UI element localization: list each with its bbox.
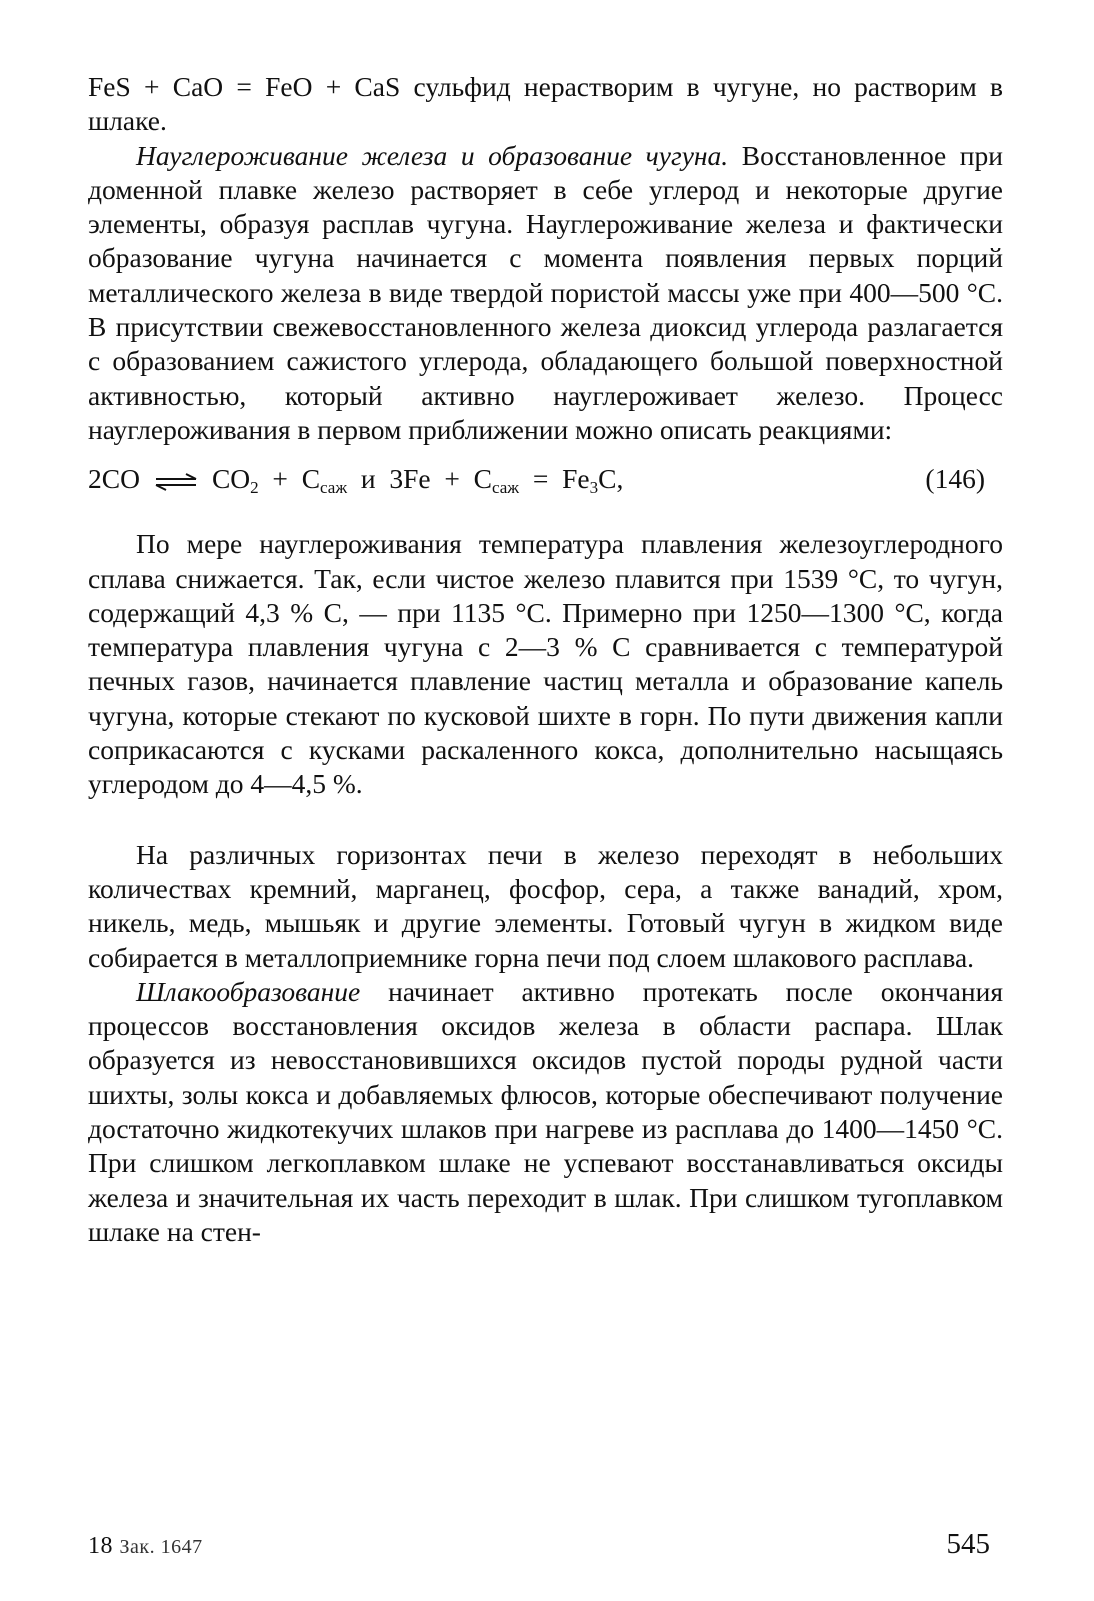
- slag-heading: Шлакообразование: [136, 975, 361, 1007]
- intro-text: сульфид нерастворим в чугуне, но растворим в шлаке.: [88, 71, 1003, 137]
- equation-sub-fe3c: 3: [589, 478, 599, 498]
- page-content: [88, 70, 1003, 1249]
- slag-text: начинает активно протекать после окончания процессов восстановления оксидов железа в области распара. Шлак образуется из невосстановившихся оксидов пустой породы рудной части шихты, золы кокса и добавляемых флюсов, которые обеспечивают получение достаточно жидкотекучих шлаков при нагреве из расплава до 1400—1450 °С. При слишком легкоплавком шлаке не успевают восстанавливаться оксиды железа и значительная их часть переходит в шлак. При слишком тугоплавком шлаке на стен-: [88, 975, 1003, 1247]
- equation-term-c-soot: C: [473, 463, 492, 495]
- elements-text: На различных горизонтах печи в железо переходят в небольших количествах кремний, марганец, фосфор, сера, а также ванадий, хром, никель, медь, мышьяк и другие элементы. Готовый чугун в жидком виде собирается в металлоприемнике горна печи под слоем шлакового расплава.: [88, 838, 1003, 973]
- equation-term-co2: CO: [211, 463, 251, 495]
- equation-plus: +: [444, 463, 460, 495]
- equation-sub-co2: 2: [250, 478, 259, 498]
- equation-number: (146): [925, 463, 985, 495]
- equation-and: и: [360, 463, 376, 495]
- equation-146: [88, 461, 1003, 497]
- intro-formula: FeS + CaO = FeO + CaS: [88, 71, 401, 102]
- intro-paragraph: [88, 70, 1003, 139]
- equation-term-c-soot: C: [301, 463, 321, 495]
- melting-paragraph: [88, 527, 1003, 801]
- equation-term-fe3c: Fe: [562, 463, 590, 495]
- equilibrium-arrow-icon: [152, 472, 200, 492]
- equation-sub-soot: саж: [320, 478, 348, 498]
- melting-text: По мере науглероживания температура плавления железоуглеродного сплава снижается. Так, если чистое железо плавится при 1539 °С, то чугун, содержащий 4,3 % С, — при 1135 °С. Примерно при 1250—1300 °С, когда температура плавления чугуна с 2—3 % С сравнивается с температурой печных газов, начинается плавление частиц металла и образование капель чугуна, которые стекают по кусковой шихте в горн. По пути движения капли соприкасаются с кусками раскаленного кокса, дополнительно насыщаясь углеродом до 4—4,5 %.: [88, 528, 1003, 800]
- carburization-heading: Науглероживание железа и образование чугуна.: [136, 139, 729, 171]
- equation-sub-soot: саж: [491, 478, 520, 498]
- elements-paragraph: [88, 838, 1003, 975]
- equation-equals: =: [532, 463, 549, 495]
- equation-term-fe3c-end: C,: [598, 463, 624, 495]
- equation-term-3fe: 3Fe: [389, 463, 431, 495]
- carburization-paragraph: [88, 139, 1003, 448]
- signature-number: 18: [88, 1533, 113, 1559]
- signature-order: Зак. 1647: [119, 1536, 203, 1558]
- carburization-text: Восстановленное при доменной плавке железо растворяет в себе углерод и некоторые другие элементы, образуя расплав чугуна. Науглероживание железа и фактически образование чугуна начинается с момента появления первых порций металлического железа в виде твердой пористой массы уже при 400—500 °С. В присутствии свежевосстановленного железа диоксид углерода разлагается с образованием сажистого углерода, обладающего большой поверхностной активностью, который активно науглероживает железо. Процесс науглероживания в первом приближении можно описать реакциями:: [88, 139, 1003, 445]
- page-number: 545: [946, 1528, 990, 1560]
- equation-term-2co: 2CO: [88, 463, 140, 495]
- equation-plus: +: [272, 463, 288, 495]
- slag-paragraph: [88, 975, 1003, 1249]
- printer-signature: [88, 1533, 203, 1560]
- equation-body: [88, 461, 623, 497]
